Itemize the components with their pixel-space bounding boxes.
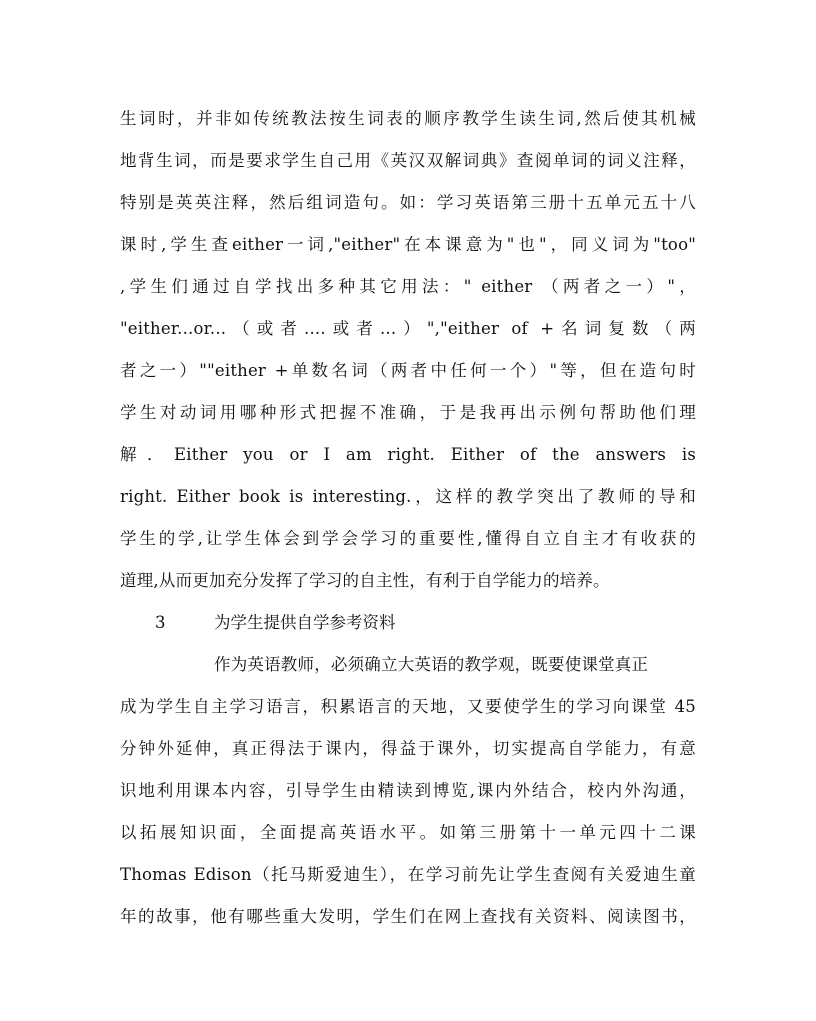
- text-line: 年的故事，他有哪些重大发明，学生们在网上查找有关资料、阅读图书，: [120, 907, 696, 926]
- text-line: ,学生们通过自学找出多种其它用法：" either （两者之一）"，: [120, 277, 696, 296]
- text-line: 地背生词，而是要求学生自己用《英汉双解词典》查阅单词的词义注释，: [120, 151, 696, 170]
- text-line: 者之一）""either +单数名词（两者中任何一个）"等，但在造句时: [120, 361, 696, 380]
- text-line: 生词时，并非如传统教法按生词表的顺序教学生读生词,然后使其机械: [120, 109, 696, 128]
- text-line: 成为学生自主学习语言，积累语言的天地，又要使学生的学习向课堂 45: [120, 697, 696, 716]
- text-line: "either...or...（或者....或者...）","either of +名词复数（两: [120, 319, 696, 338]
- text-line: 以拓展知识面，全面提高英语水平。如第三册第十一单元四十二课: [120, 823, 696, 842]
- text-line: 识地利用课本内容，引导学生由精读到博览,课内外结合，校内外沟通，: [120, 781, 696, 800]
- section-number: 3: [155, 613, 166, 632]
- text-line: 分钟外延伸，真正得法于课内，得益于课外，切实提高自学能力，有意: [120, 739, 696, 758]
- text-line: 学生的学,让学生体会到学会学习的重要性,懂得自立自主才有收获的: [120, 529, 696, 548]
- text-line: 课时,学生查either一词,"either"在本课意为"也"，同义词为"too": [120, 235, 696, 254]
- text-line: 道理,从而更加充分发挥了学习的自主性，有利于自学能力的培养。: [120, 571, 610, 590]
- text-line: 作为英语教师，必须确立大英语的教学观，既要使课堂真正: [214, 655, 649, 674]
- text-line: 解．Either you or I am right. Either of the answers is: [120, 445, 696, 464]
- text-line: right. Either book is interesting.，这样的教学突出了教师的导和: [120, 487, 696, 506]
- text-line: 学生对动词用哪种形式把握不准确，于是我再出示例句帮助他们理: [120, 403, 696, 422]
- section-heading: 为学生提供自学参考资料: [214, 613, 396, 632]
- text-line: Thomas Edison（托马斯爱迪生），在学习前先让学生查阅有关爱迪生童: [120, 865, 696, 884]
- text-line: 特别是英英注释，然后组词造句。如：学习英语第三册十五单元五十八: [120, 193, 696, 212]
